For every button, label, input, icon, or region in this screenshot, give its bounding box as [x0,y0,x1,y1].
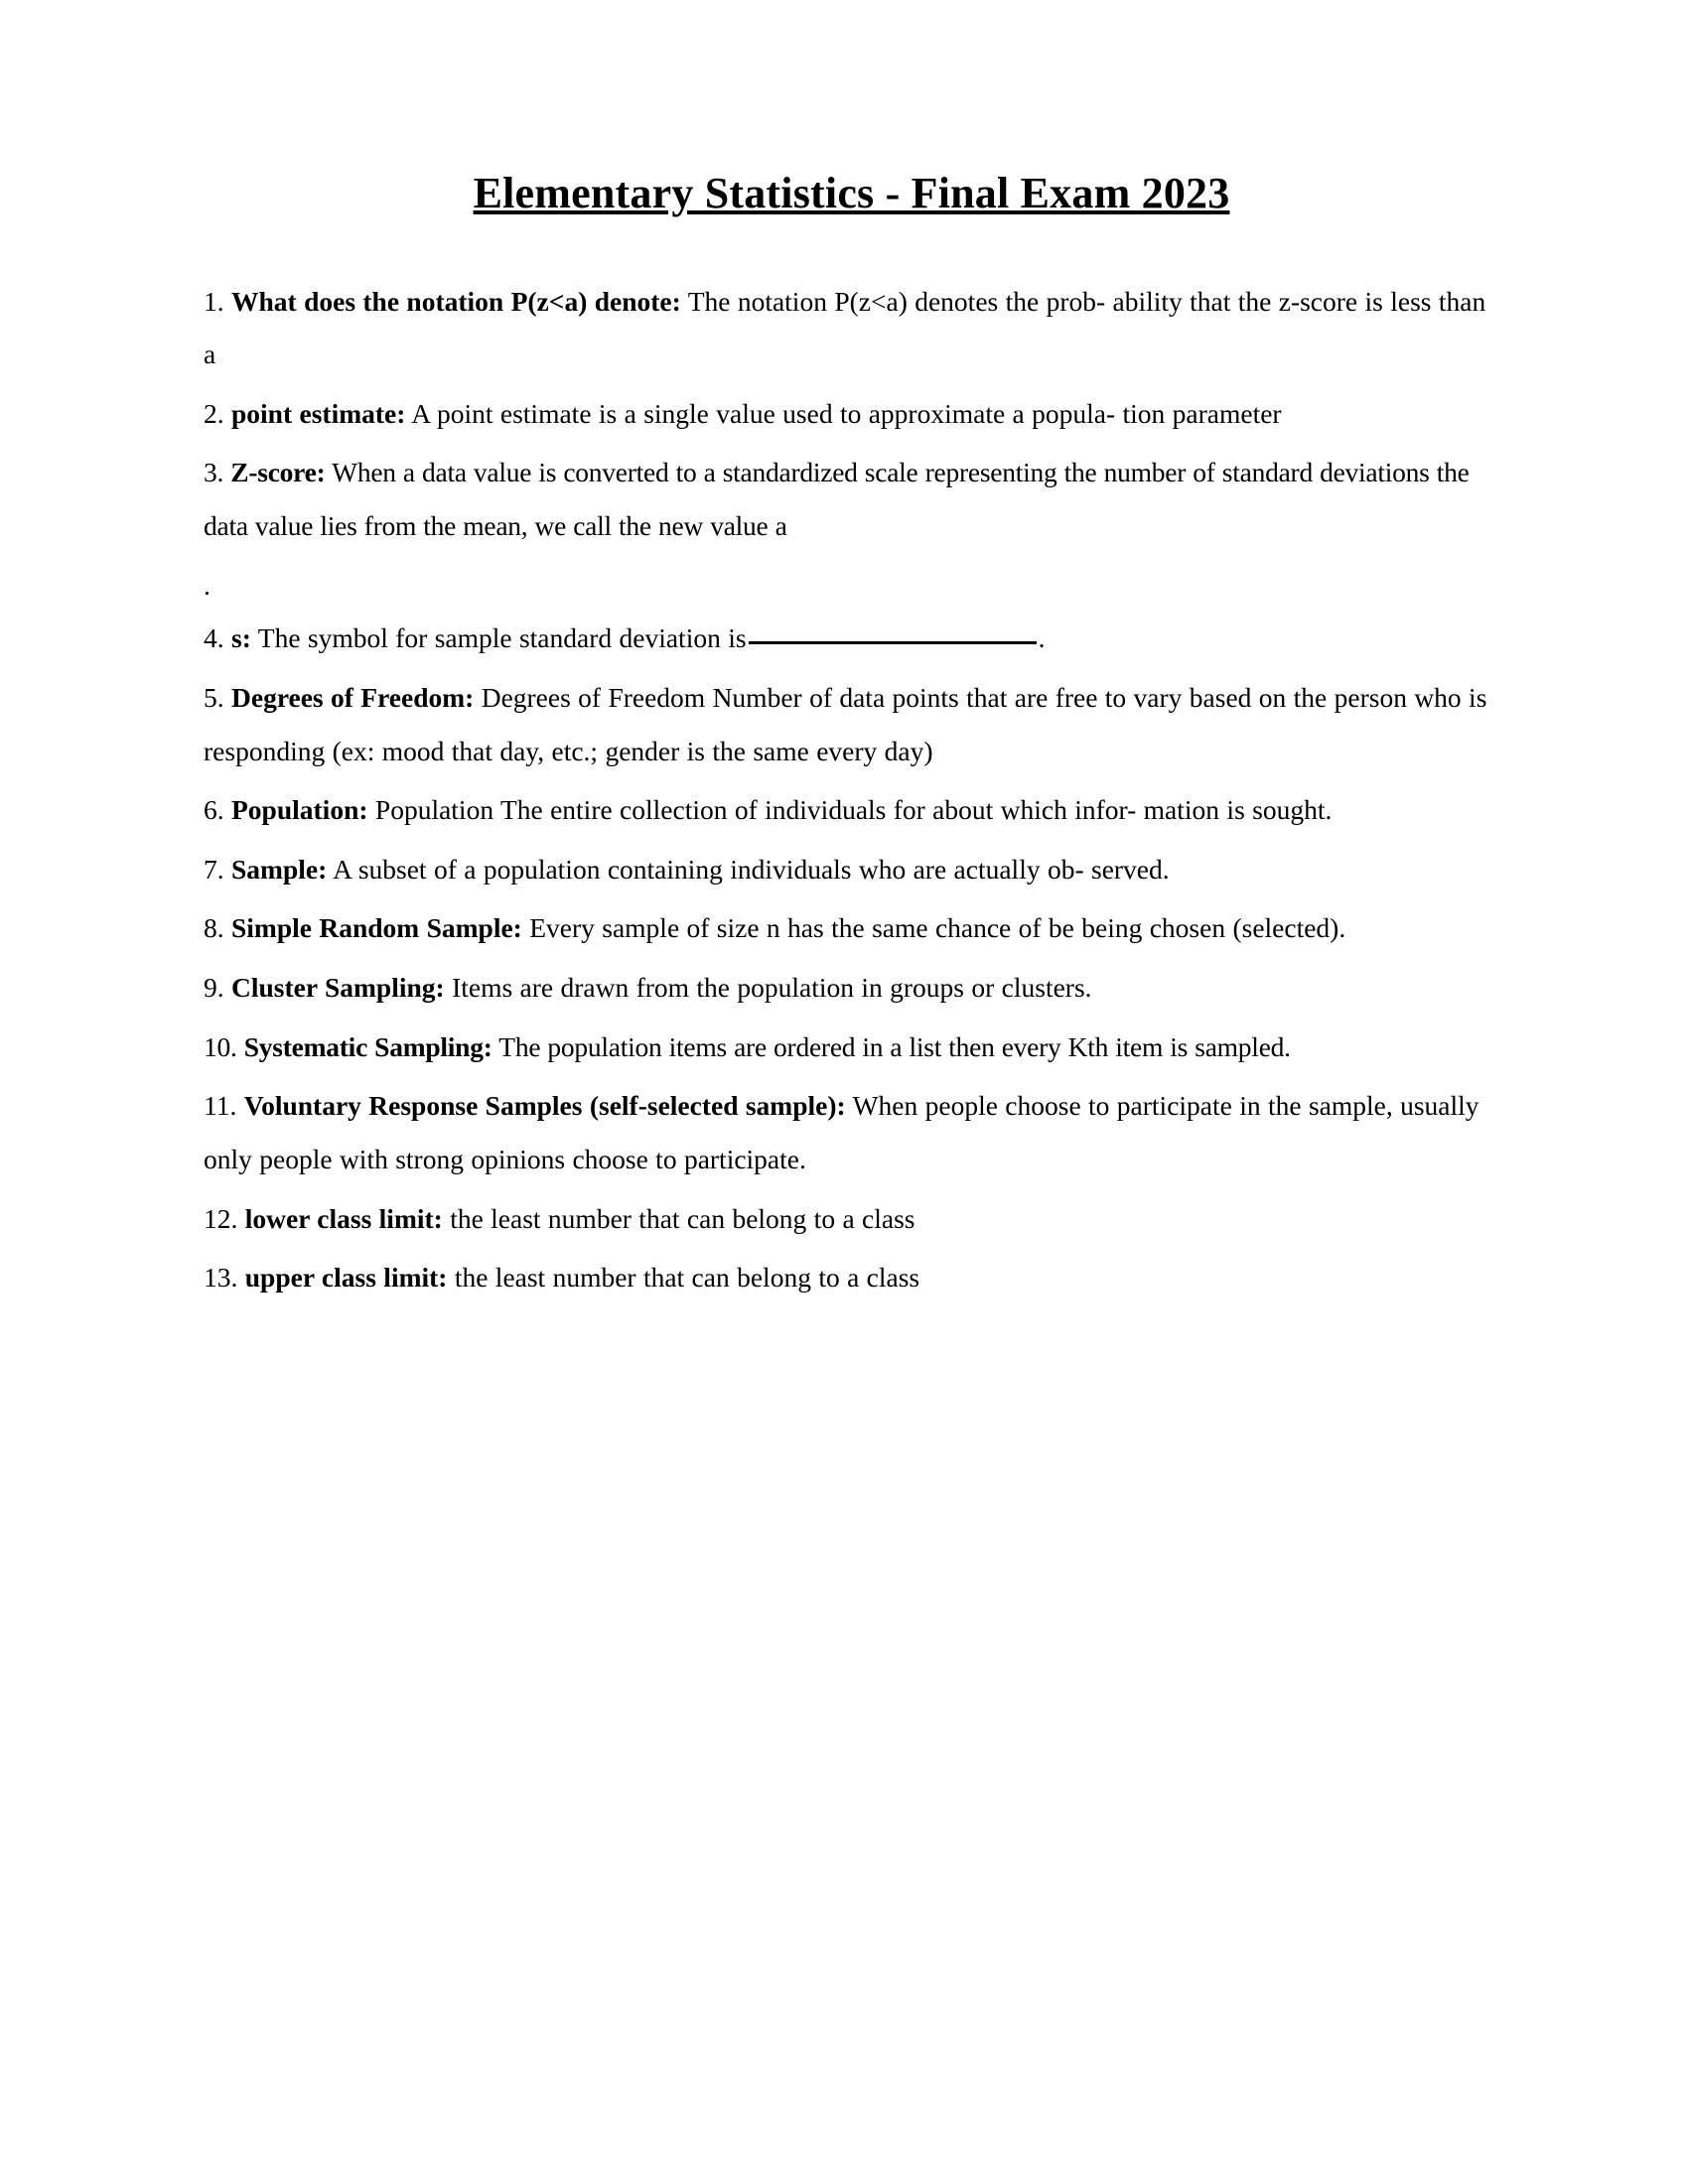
item-term: Sample: [231,853,328,885]
item-definition: Population The entire collection of individuals for about which infor- mation is sought. [374,794,1333,826]
item-definition: A point estimate is a single value used to approximate a popula- tion parameter [411,397,1282,429]
item-number: 4. [204,622,224,654]
list-item [204,783,1499,837]
fill-in-blank [749,641,1037,644]
item-number: 8. [204,912,224,944]
stray-period: . [204,569,211,601]
item-definition-tail: . [1038,622,1046,654]
list-item [204,1251,1499,1304]
item-definition: A subset of a population containing individuals who are actually ob- served. [333,853,1170,885]
item-definition: The notation P(z<a) denotes the prob- ability that the z-score is less than a [204,285,1486,370]
item-number: 6. [204,794,224,826]
list-item [204,1021,1499,1074]
item-number: 10. [204,1030,237,1062]
item-number: 1. [204,285,224,317]
item-term: lower class limit: [244,1202,443,1234]
item-definition: The population items are ordered in a list then every Kth item is sampled. [498,1030,1291,1062]
item-definition: The symbol for sample standard deviation is [257,622,747,654]
item-number: 9. [204,972,224,1004]
item-definition: When people choose to participate in the sample, usually only people with strong opinions choose to participate. [204,1090,1479,1174]
item-term: point estimate: [231,397,406,429]
page-title: Elementary Statistics - Final Exam 2023 [473,169,1230,217]
list-item [204,446,1499,552]
item-number: 5. [204,681,224,713]
item-definition: Degrees of Freedom Number of data points that are free to vary based on the person who is responding (ex: mood that day, etc.; gender is the same every day) [204,681,1487,766]
item-term: What does the notation P(z<a) denote: [231,285,681,317]
list-item [204,1079,1499,1185]
item-number: 2. [204,397,224,429]
list-item [204,612,1499,665]
item-number: 11. [204,1090,237,1122]
item-term: Simple Random Sample: [231,912,522,944]
list-item [204,1192,1499,1246]
item-number: 12. [204,1202,238,1234]
item-term: Degrees of Freedom: [231,681,475,713]
item-term: Voluntary Response Samples (self-selected sample): [243,1090,846,1122]
item-number: 7. [204,853,224,885]
item-term: Cluster Sampling: [231,972,445,1004]
list-item [204,387,1499,441]
item-definition: When a data value is converted to a standardized scale representing the number of standard deviations the data value lies from the mean, we call the new value a [204,457,1470,542]
item-definition: Every sample of size n has the same chance of be being chosen (selected). [529,912,1346,944]
item-term: s: [231,622,251,654]
item-number: 13. [204,1262,238,1294]
item-term: upper class limit: [244,1262,448,1294]
question-answer-list [204,275,1499,1304]
item-term: Population: [231,794,368,826]
item-number: 3. [204,457,224,488]
list-item [204,671,1499,777]
item-term: Z-score: [230,457,326,488]
item-term: Systematic Sampling: [243,1030,492,1062]
item-definition: the least number that can belong to a class [454,1262,920,1294]
list-item [204,275,1499,381]
list-item [204,901,1499,955]
item-definition: Items are drawn from the population in groups or clusters. [452,972,1092,1004]
item-definition: the least number that can belong to a class [450,1202,915,1234]
list-item [204,843,1499,896]
list-item [204,961,1499,1015]
